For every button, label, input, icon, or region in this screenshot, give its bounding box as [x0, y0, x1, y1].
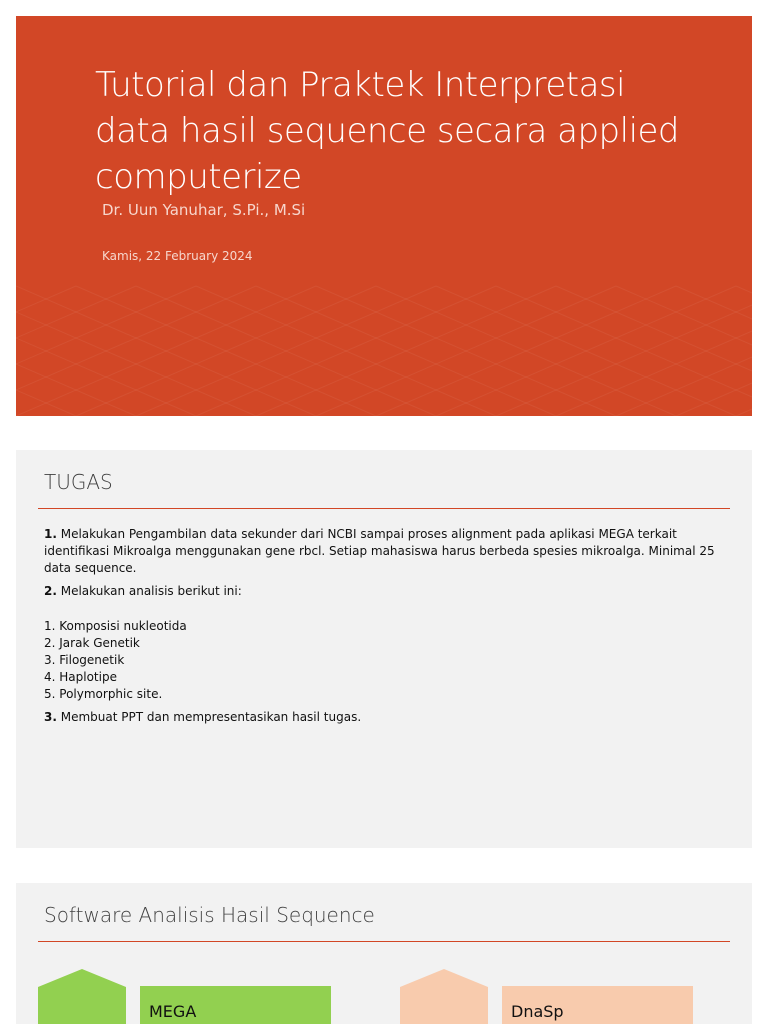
analysis-item: 5. Polymorphic site.: [44, 687, 163, 701]
software-slide: [16, 883, 752, 1024]
title-slide: [16, 16, 752, 416]
title-line: data hasil sequence secara applied: [95, 111, 680, 151]
task-item-2: [44, 583, 724, 600]
software-label: MEGA: [149, 1002, 197, 1021]
software-label: DnaSp: [511, 1002, 564, 1021]
dnasp-hexagon-shape: [400, 969, 488, 1024]
task-number: 1.: [44, 527, 57, 541]
analysis-list: [44, 618, 724, 703]
presentation-title: [95, 62, 695, 200]
task-item-3: [44, 709, 724, 726]
analysis-item: 4. Haplotipe: [44, 670, 117, 684]
software-dnasp: [502, 986, 693, 1024]
task-number: 2.: [44, 584, 57, 598]
tugas-content: [44, 526, 724, 726]
heading-divider: [38, 508, 730, 509]
software-heading: Software Analisis Hasil Sequence: [44, 903, 375, 927]
software-mega: [140, 986, 331, 1024]
tugas-slide: [16, 450, 752, 848]
task-text: Melakukan analisis berikut ini:: [56, 584, 242, 598]
task-item-1: [44, 526, 724, 577]
author-name: Dr. Uun Yanuhar, S.Pi., M.Si: [102, 201, 306, 219]
heading-divider: [38, 941, 730, 942]
analysis-item: 3. Filogenetik: [44, 653, 125, 667]
task-number: 3.: [44, 710, 57, 724]
presentation-date: Kamis, 22 February 2024: [102, 249, 253, 263]
tugas-heading: TUGAS: [44, 470, 113, 494]
analysis-item: 2. Jarak Genetik: [44, 636, 140, 650]
mega-hexagon-shape: [38, 969, 126, 1024]
title-line: Tutorial dan Praktek Interpretasi: [95, 65, 626, 105]
title-line: computerize: [95, 157, 302, 197]
analysis-item: 1. Komposisi nukleotida: [44, 619, 187, 633]
task-text: Melakukan Pengambilan data sekunder dari NCBI sampai proses alignment pada aplikasi MEGA terkait identifikasi Mikroalga menggunakan gene rbcl. Setiap mahasiswa harus berbeda spesies mikroalga. Minimal 25 data sequence.: [44, 527, 715, 575]
task-text: Membuat PPT dan mempresentasikan hasil tugas.: [56, 710, 362, 724]
